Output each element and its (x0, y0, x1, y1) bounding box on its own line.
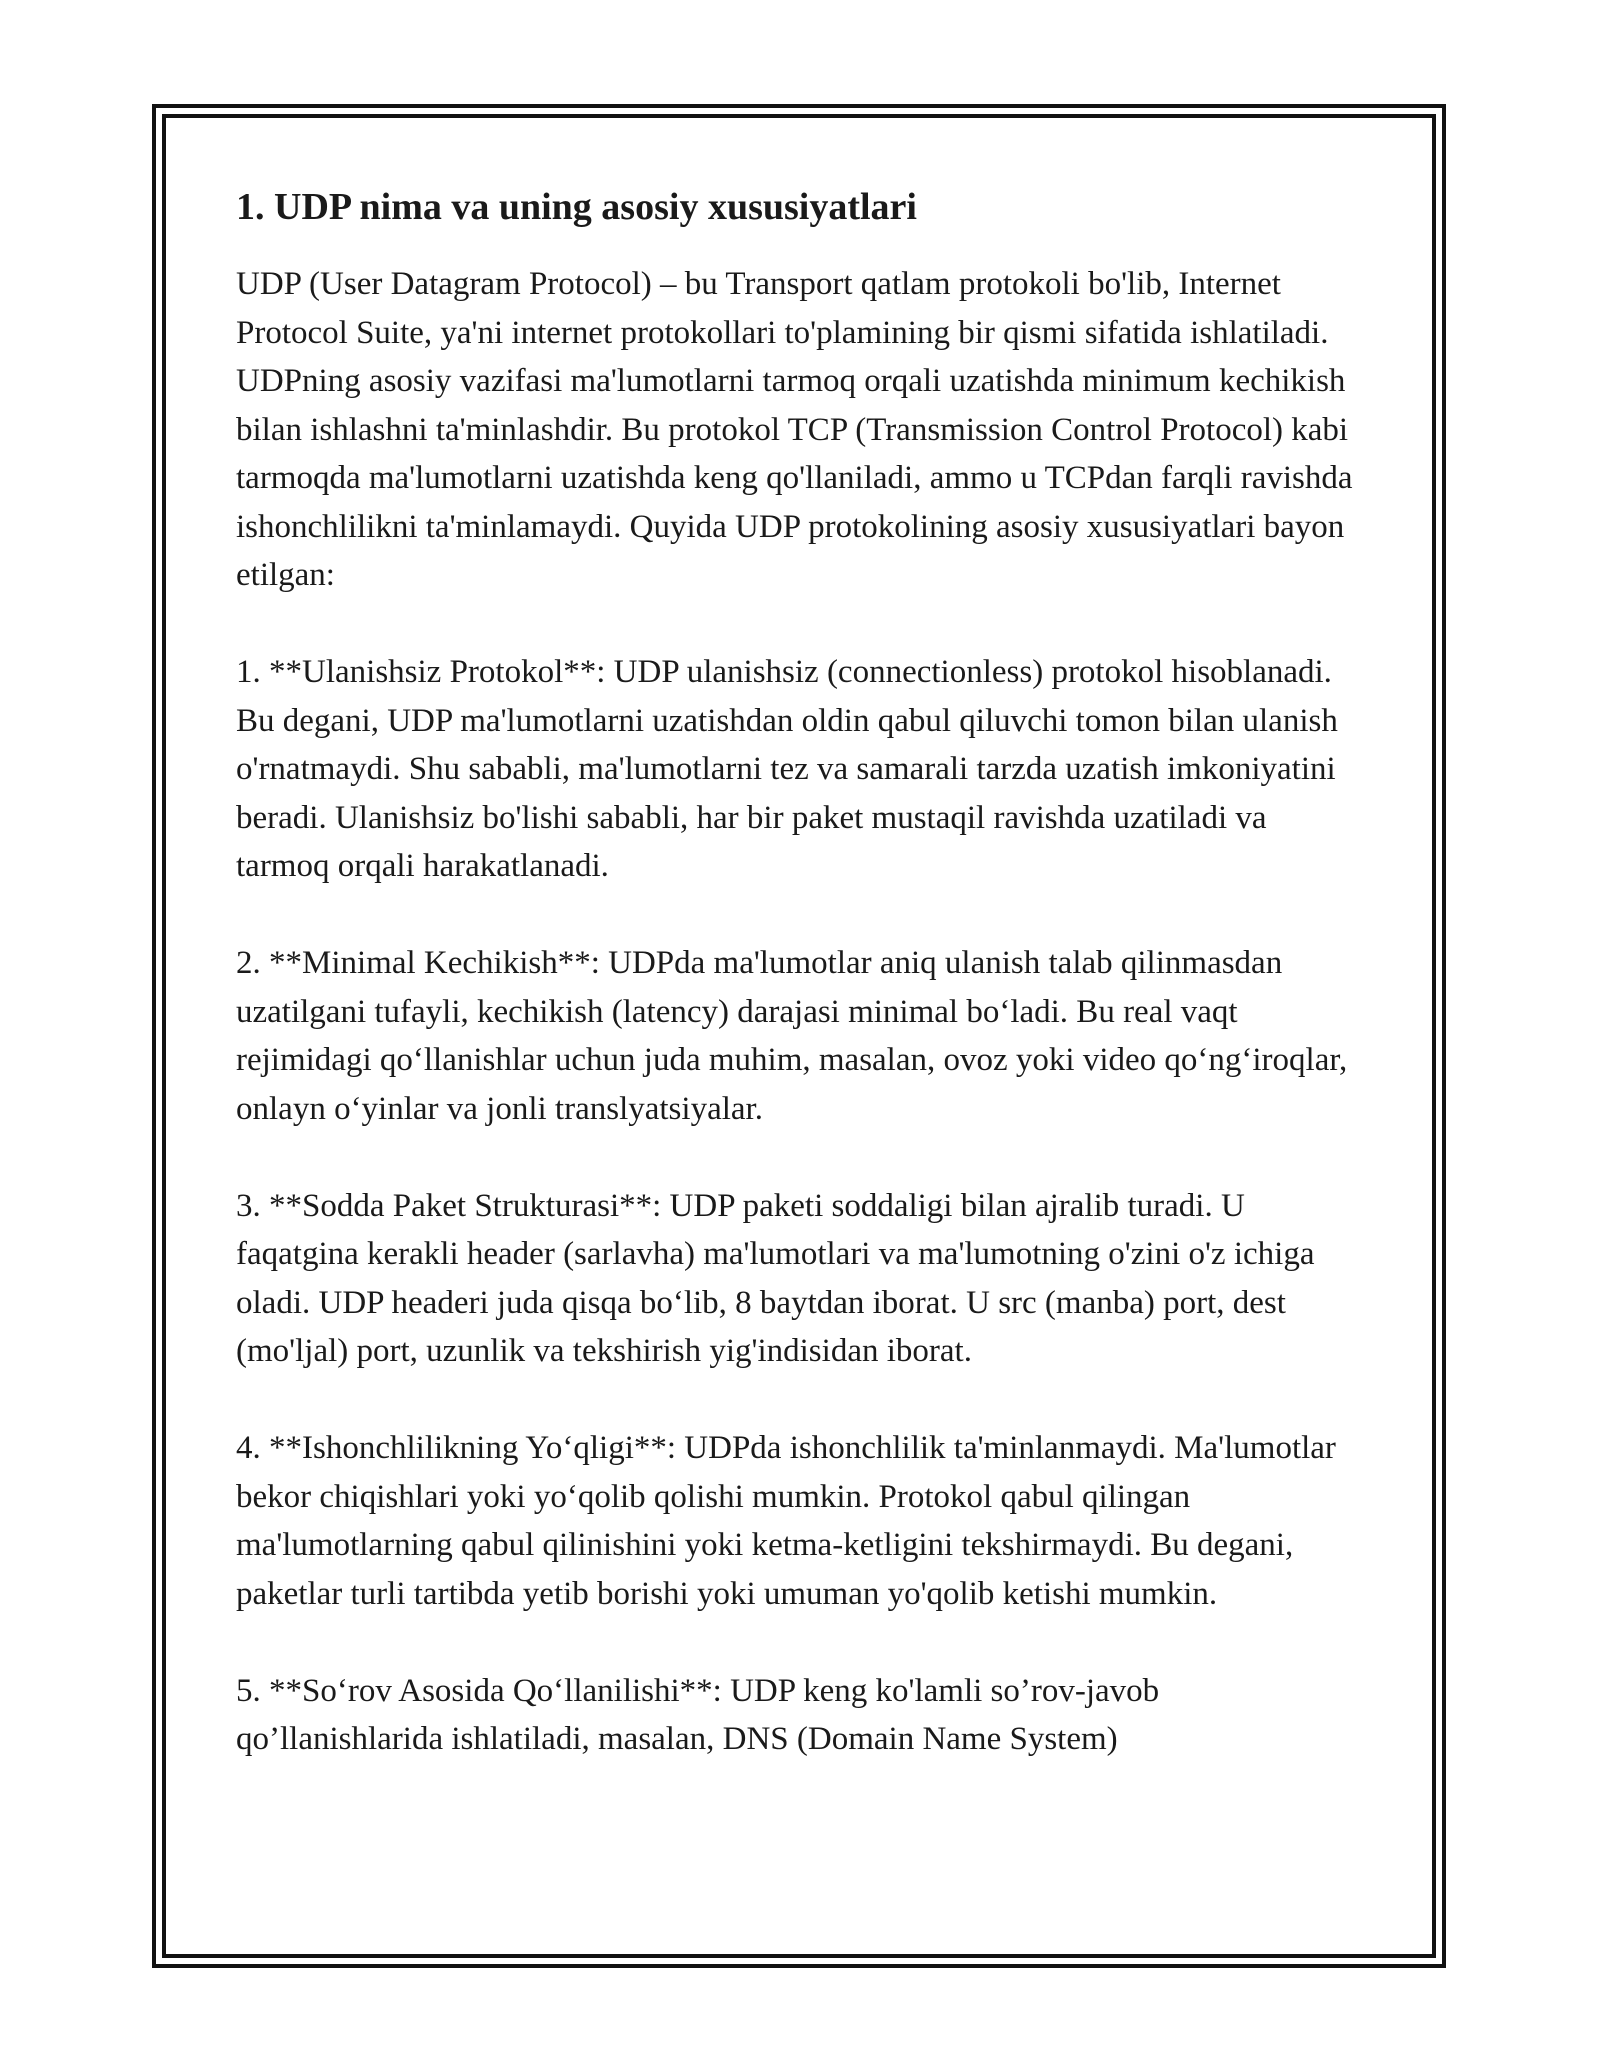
intro-paragraph: UDP (User Datagram Protocol) – bu Transport qatlam protokoli bo'lib, Internet Protocol Suite, ya'ni internet protokollari to'plamining bir qismi sifatida ishlatiladi. UDPning asosiy vazifasi ma'lumotlarni tarmoq orqali uzatishda minimum kechikish bilan ishlashni ta'minlashdir. Bu protokol TCP (Transmission Control Protocol) kabi tarmoqda ma'lumotlarni uzatishda keng qo'llaniladi, ammo u TCPdan farqli ravishda ishonchlilikni ta'minlamaydi. Quyida UDP protokolining asosiy xususiyatlari bayon etilgan: (236, 266, 1361, 593)
feature-paragraph-2: 2. **Minimal Kechikish**: UDPda ma'lumotlar aniq ulanish talab qilinmasdan uzatilgani tufayli, kechikish (latency) darajasi minimal bo‘ladi. Bu real vaqt rejimidagi qo‘llanishlar uchun juda muhim, masalan, ovoz yoki video qo‘ng‘iroqlar, onlayn o‘yinlar va jonli translyatsiyalar. (236, 945, 1356, 1127)
feature-paragraph-3: 3. **Sodda Paket Strukturasi**: UDP paketi soddaligi bilan ajralib turadi. U faqatgina kerakli header (sarlavha) ma'lumotlari va ma'lumotning o'zini o'z ichiga oladi. UDP headeri juda qisqa bo‘lib, 8 baytdan iborat. U src (manba) port, dest (mo'ljal) port, uzunlik va tekshirish yig'indisidan iborat. (236, 1187, 1323, 1369)
section-heading: 1. UDP nima va uning asosiy xususiyatlari (236, 186, 917, 228)
feature-paragraph-5: 5. **So‘rov Asosida Qo‘llanilishi**: UDP keng ko'lamli so’rov-javob qo’llanishlarida ishlatiladi, masalan, DNS (Domain Name System) (236, 1672, 1168, 1757)
document-body (236, 184, 1366, 1764)
feature-paragraph-4: 4. **Ishonchlilikning Yo‘qligi**: UDPda ishonchlilik ta'minlanmaydi. Ma'lumotlar bekor chiqishlari yoki yo‘qolib qolishi mumkin. Protokol qabul qilingan ma'lumotlarning qabul qilinishini yoki ketma-ketligini tekshirmaydi. Bu degani, paketlar turli tartibda yetib borishi yoki umuman yo'qolib ketishi mumkin. (236, 1430, 1345, 1612)
feature-paragraph-1: 1. **Ulanishsiz Protokol**: UDP ulanishsiz (connectionless) protokol hisoblanadi. Bu degani, UDP ma'lumotlarni uzatishdan oldin qabul qiluvchi tomon bilan ulanish o'rnatmaydi. Shu sababli, ma'lumotlarni tez va samarali tarzda uzatish imkoniyatini beradi. Ulanishsiz bo'lishi sababli, har bir paket mustaqil ravishda uzatiladi va tarmoq orqali harakatlanadi. (236, 654, 1347, 884)
